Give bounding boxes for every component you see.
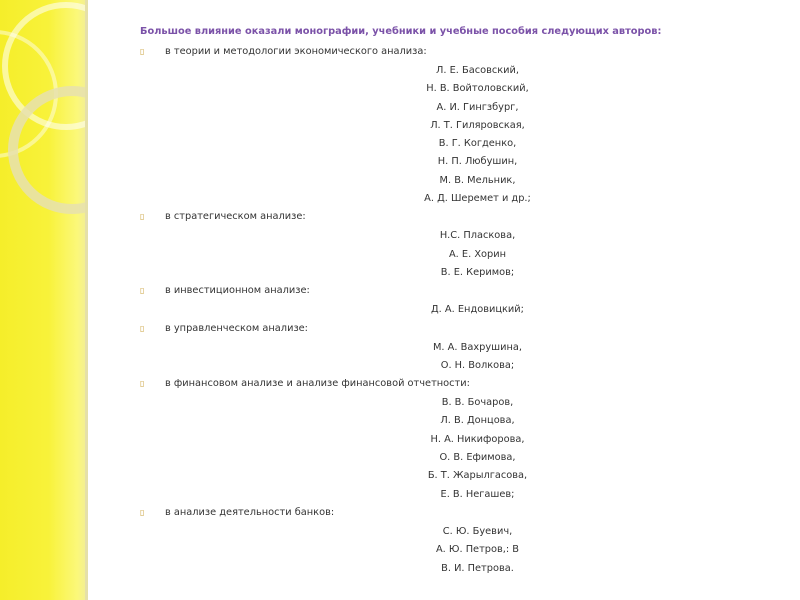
section-bullet-item bbox=[140, 506, 780, 520]
author-name: С. Ю. Буевич, bbox=[442, 525, 513, 537]
section-label: в управленческом анализе: bbox=[165, 322, 308, 334]
bullet-icon: ▯ bbox=[140, 212, 145, 222]
slide-content bbox=[140, 25, 780, 580]
author-name: Л. Т. Гиляровская, bbox=[430, 119, 525, 131]
author-section bbox=[140, 284, 780, 317]
section-label: в финансовом анализе и анализе финансовой отчетности: bbox=[165, 378, 470, 390]
section-bullet-item bbox=[140, 45, 780, 59]
author-name: Л. Е. Басовский, bbox=[435, 65, 520, 76]
author-section bbox=[140, 506, 780, 576]
author-section bbox=[140, 45, 780, 206]
author-name: Е. В. Негашев; bbox=[440, 488, 515, 500]
bullet-icon: ▯ bbox=[140, 323, 145, 333]
author-sections bbox=[140, 45, 780, 576]
section-bullet-item bbox=[140, 377, 780, 391]
section-bullet-item bbox=[140, 322, 780, 336]
author-name: А. Д. Шеремет и др.; bbox=[424, 193, 531, 205]
author-name: А. И. Гингзбург, bbox=[436, 101, 519, 113]
section-bullet-item bbox=[140, 284, 780, 298]
author-name: А. Ю. Петров,: В bbox=[435, 544, 520, 556]
author-section bbox=[140, 322, 780, 373]
author-name: О. Н. Волкова; bbox=[440, 359, 515, 371]
bullet-icon: ▯ bbox=[140, 379, 145, 389]
author-name: М. А. Вахрушина, bbox=[432, 341, 522, 353]
author-section bbox=[140, 210, 780, 280]
author-name: Н. В. Войтоловский, bbox=[426, 83, 529, 95]
author-name: Н.С. Пласкова, bbox=[439, 230, 516, 242]
author-name: А. Е. Хорин bbox=[448, 248, 507, 260]
slide-heading: Большое влияние оказали монографии, учебники и учебные пособия следующих авторов: bbox=[140, 26, 662, 37]
bullet-icon: ▯ bbox=[140, 286, 145, 296]
section-label: в стратегическом анализе: bbox=[165, 211, 306, 223]
section-label: в анализе деятельности банков: bbox=[165, 506, 335, 518]
section-label: в инвестиционном анализе: bbox=[165, 285, 310, 297]
author-name: Б. Т. Жарылгасова, bbox=[427, 470, 528, 482]
author-name: М. В. Мельник, bbox=[439, 174, 516, 186]
bullet-icon: ▯ bbox=[140, 47, 145, 56]
author-name: В. Г. Когденко, bbox=[438, 138, 517, 150]
author-name: Л. В. Донцова, bbox=[440, 415, 515, 427]
bullet-icon: ▯ bbox=[140, 507, 145, 517]
section-bullet-item bbox=[140, 210, 780, 224]
author-name: Н. А. Никифорова, bbox=[430, 433, 525, 445]
decorative-side-panel bbox=[0, 0, 88, 600]
panel-edge-divider bbox=[85, 0, 88, 600]
author-name: В. В. Бочаров, bbox=[441, 397, 514, 409]
author-name: Д. А. Ендовицкий; bbox=[431, 304, 524, 316]
author-name: В. И. Петрова. bbox=[441, 562, 514, 574]
author-section bbox=[140, 377, 780, 501]
author-name: Н. П. Любушин, bbox=[437, 156, 518, 168]
section-label: в теории и методологии экономического анализа: bbox=[165, 46, 427, 57]
author-name: В. Е. Керимов; bbox=[440, 266, 515, 278]
author-name: О. В. Ефимова, bbox=[439, 452, 516, 464]
